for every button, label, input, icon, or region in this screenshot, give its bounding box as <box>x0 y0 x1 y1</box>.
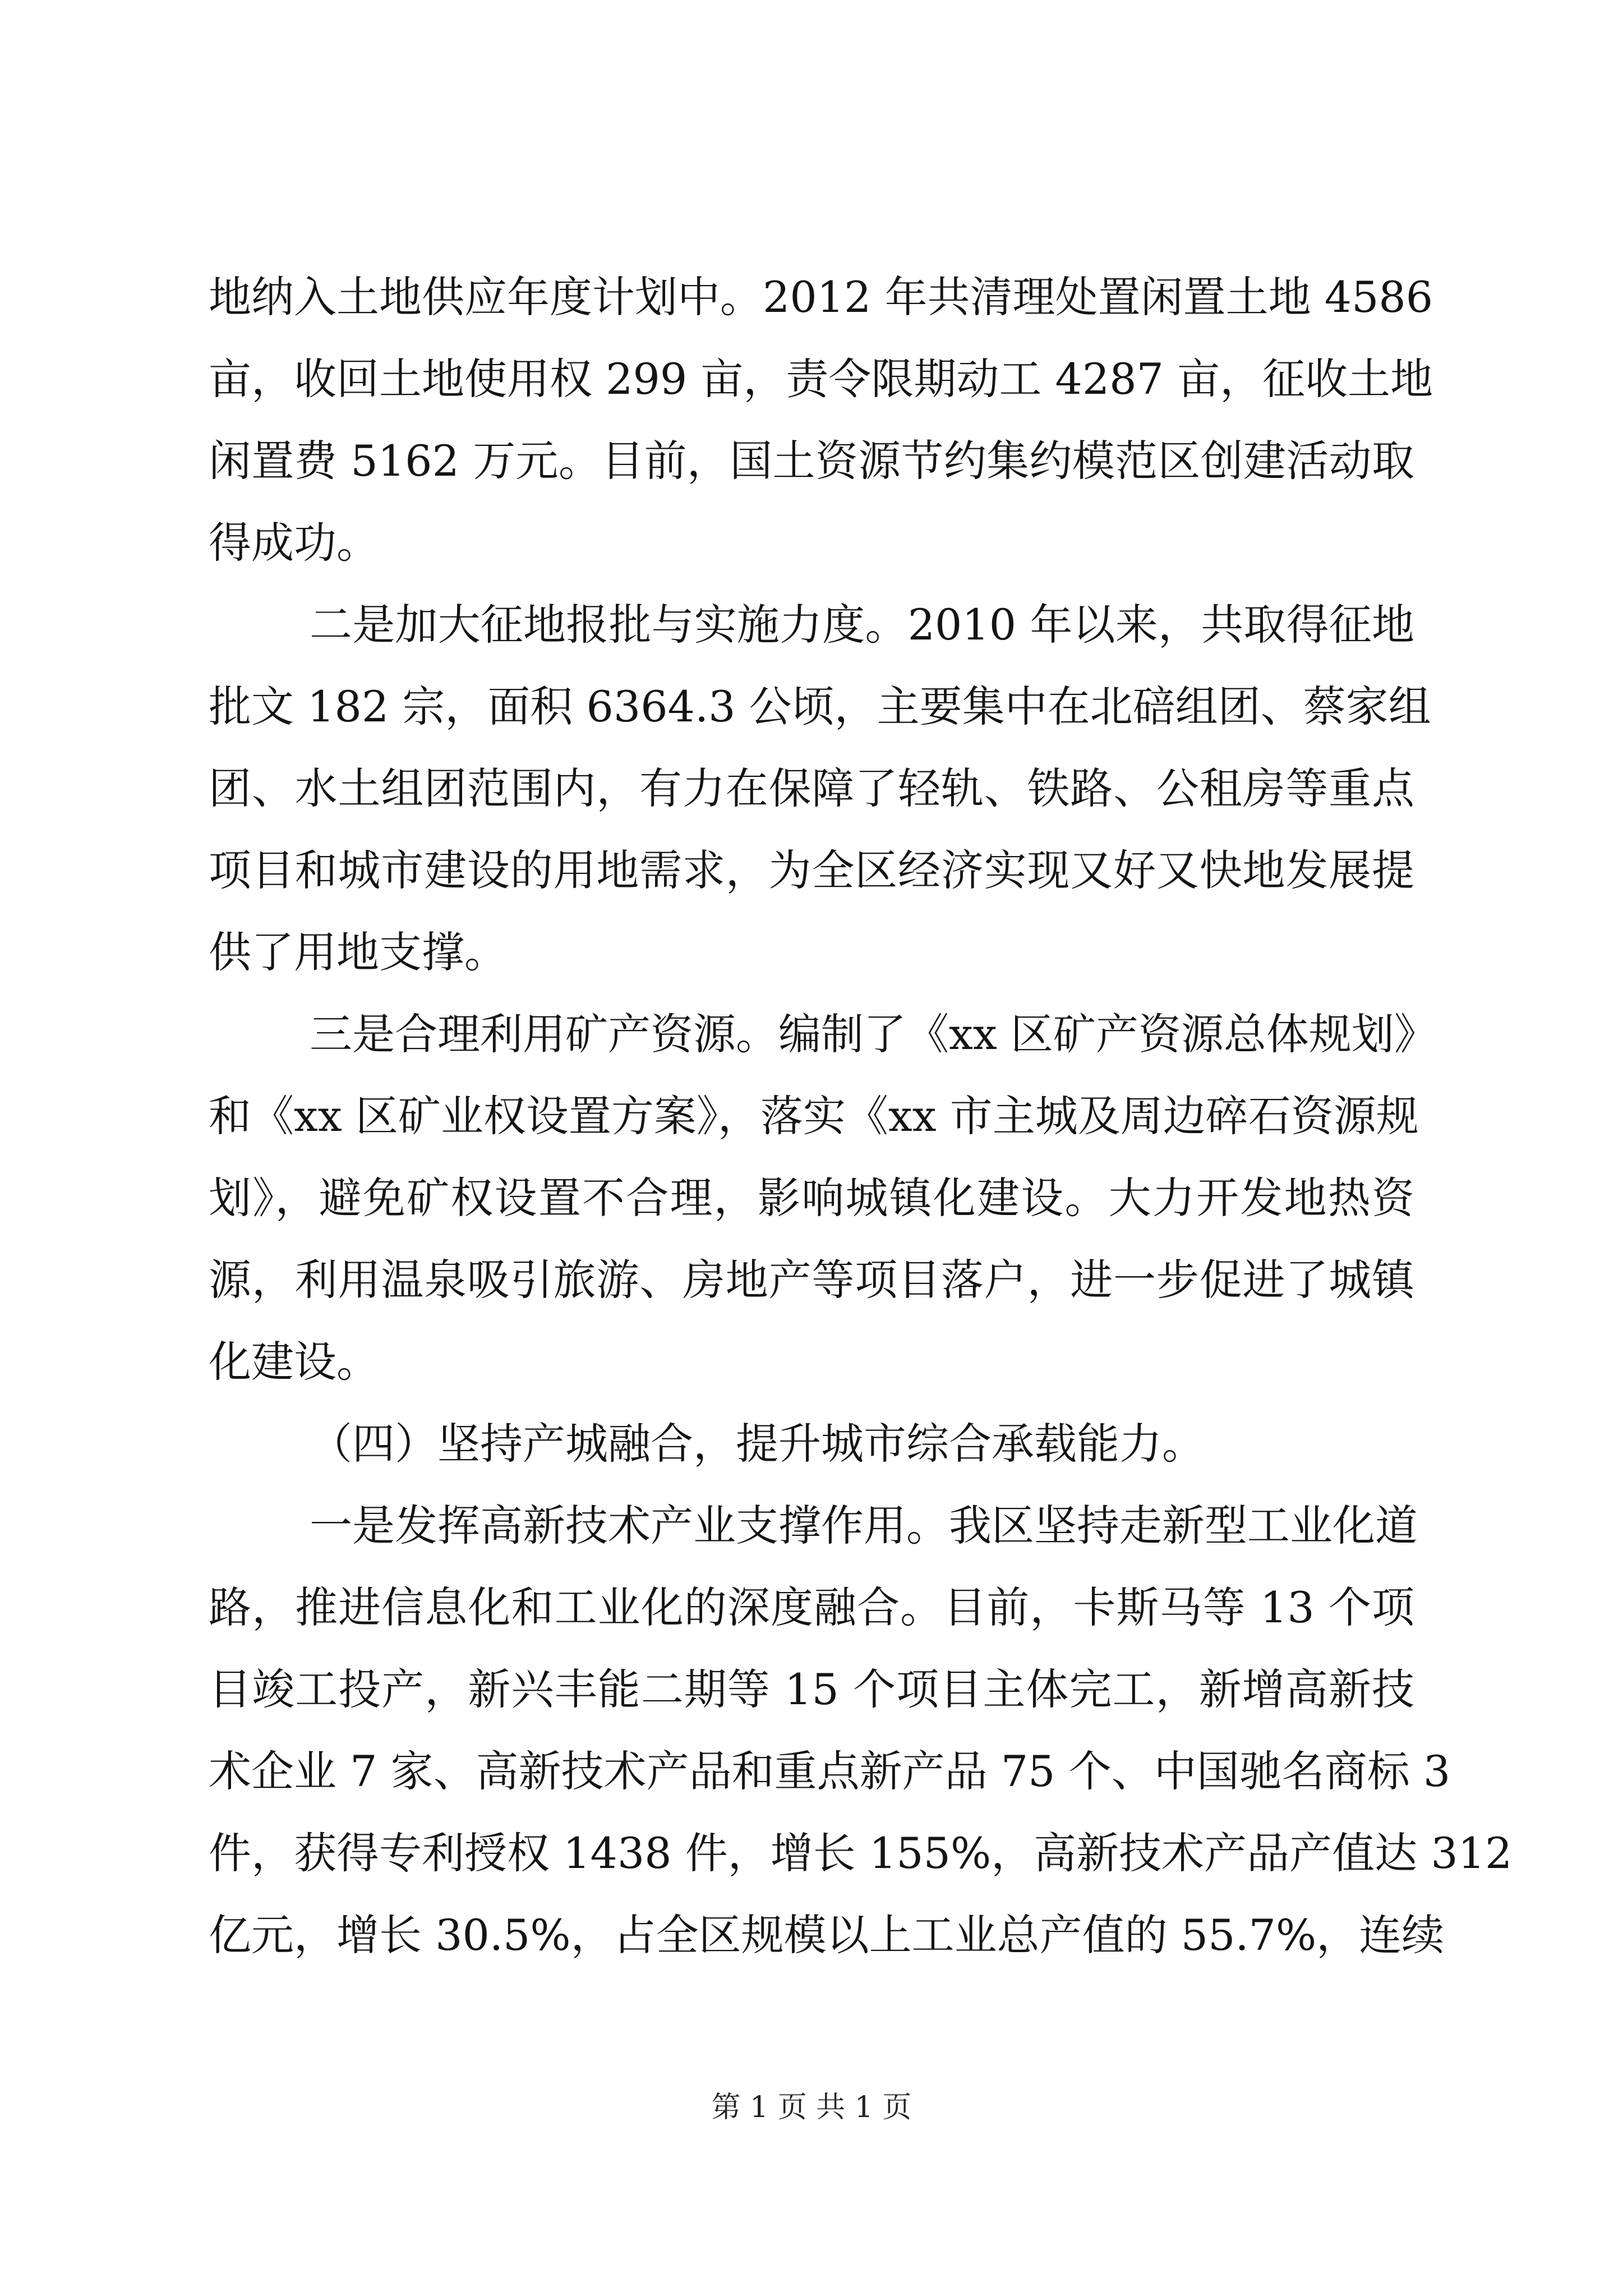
text-line: 地纳入土地供应年度计划中。2012 年共清理处置闲置土地 4586 <box>209 272 1433 322</box>
text-line: 批文 182 宗，面积 6364.3 公顷，主要集中在北碚组团、蔡家组 <box>209 682 1431 731</box>
text-line: 划》，避免矿权设置不合理，影响城镇化建设。大力开发地热资 <box>209 1173 1414 1223</box>
text-line: 亩，收回土地使用权 299 亩，责令限期动工 4287 亩，征收土地 <box>209 354 1433 404</box>
text-line: 项目和城市建设的用地需求，为全区经济实现又好又快地发展提 <box>209 845 1414 895</box>
text-line: 路，推进信息化和工业化的深度融合。目前，卡斯马等 13 个项 <box>209 1582 1414 1632</box>
text-line: 团、水土组团范围内，有力在保障了轻轨、铁路、公租房等重点 <box>209 763 1414 813</box>
text-line: 目竣工投产，新兴丰能二期等 15 个项目主体完工，新增高新技 <box>209 1664 1414 1714</box>
page-number-footer: 第 1 页 共 1 页 <box>711 2091 912 2124</box>
text-line: 和《xx 区矿业权设置方案》，落实《xx 市主城及周边碎石资源规 <box>209 1091 1419 1141</box>
text-line: 得成功。 <box>209 518 379 568</box>
text-line: 闲置费 5162 万元。目前，国土资源节约集约模范区创建活动取 <box>209 436 1414 486</box>
text-line: 二是加大征地报批与实施力度。2010 年以来，共取得征地 <box>310 600 1414 650</box>
text-line: 源，利用温泉吸引旅游、房地产等项目落户，进一步促进了城镇 <box>209 1255 1414 1305</box>
text-line: 术企业 7 家、高新技术产品和重点新产品 75 个、中国驰名商标 3 <box>209 1746 1451 1796</box>
section-heading: （四）坚持产城融合，提升城市综合承载能力。 <box>310 1419 1205 1469</box>
text-line: 亿元，增长 30.5%，占全区规模以上工业总产值的 55.7%，连续 <box>209 1910 1445 1960</box>
text-line: 化建设。 <box>209 1337 379 1387</box>
text-line: 三是合理利用矿产资源。编制了《xx 区矿产资源总体规划》 <box>310 1009 1437 1059</box>
text-line: 件，获得专利授权 1438 件，增长 155%，高新技术产品产值达 312 <box>209 1828 1513 1878</box>
text-line: 供了用地支撑。 <box>209 927 507 977</box>
text-line: 一是发挥高新技术产业支撑作用。我区坚持走新型工业化道 <box>310 1501 1418 1550</box>
